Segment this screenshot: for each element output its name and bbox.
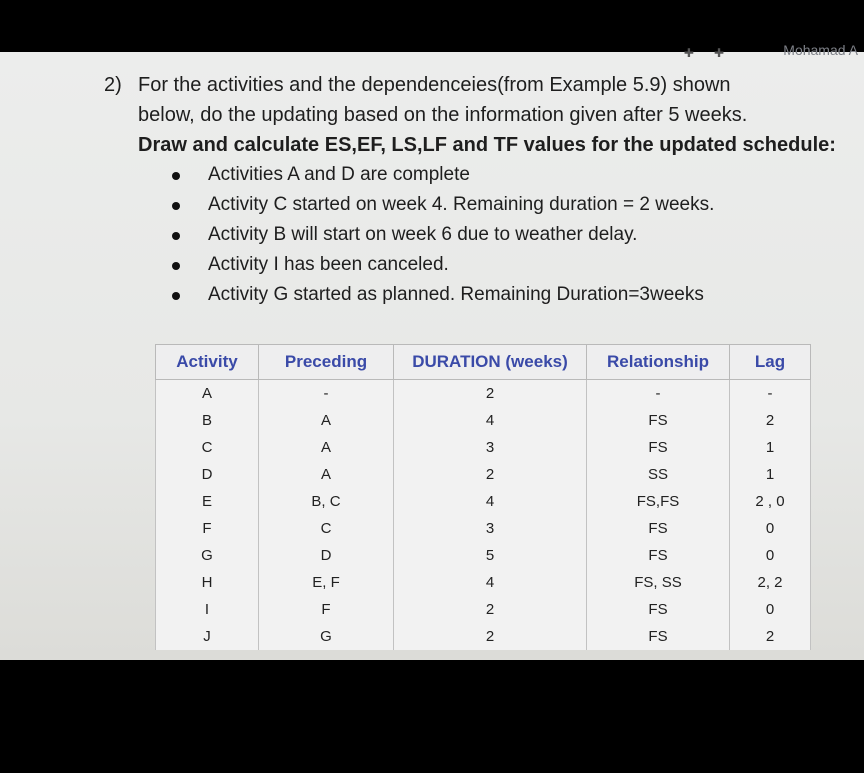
cell-relationship: SS	[587, 461, 730, 488]
cell-relationship: FS	[587, 407, 730, 434]
cell-relationship: FS,FS	[587, 488, 730, 515]
cell-preceding: C	[259, 515, 394, 542]
cell-lag: 0	[730, 542, 811, 569]
bullet-item: Activity C started on week 4. Remaining duration = 2 weeks.	[172, 190, 824, 220]
table-header-row	[156, 345, 811, 380]
cell-duration: 5	[394, 542, 587, 569]
cell-lag: 2 , 0	[730, 488, 811, 515]
cell-duration: 4	[394, 569, 587, 596]
table-row	[156, 542, 811, 569]
cell-preceding: A	[259, 434, 394, 461]
cell-preceding: G	[259, 623, 394, 650]
cell-relationship: FS	[587, 542, 730, 569]
cell-activity: F	[156, 515, 259, 542]
cell-duration: 2	[394, 380, 587, 408]
cell-lag: 0	[730, 596, 811, 623]
cell-relationship: -	[587, 380, 730, 408]
cell-preceding: A	[259, 461, 394, 488]
table-row	[156, 380, 811, 408]
user-name: Mohamad A	[783, 42, 858, 58]
header-preceding: Preceding	[259, 345, 394, 380]
update-bullet-list	[104, 160, 824, 310]
cell-relationship: FS	[587, 515, 730, 542]
cell-duration: 4	[394, 407, 587, 434]
bullet-item: Activity I has been canceled.	[172, 250, 824, 280]
cell-preceding: B, C	[259, 488, 394, 515]
question-line-2: below, do the updating based on the information given after 5 weeks.	[138, 104, 748, 126]
cell-preceding: F	[259, 596, 394, 623]
cell-duration: 2	[394, 596, 587, 623]
header-relationship: Relationship	[587, 345, 730, 380]
bullet-item: Activity G started as planned. Remaining Duration=3weeks	[172, 280, 824, 310]
activity-table	[155, 344, 811, 650]
header-duration: DURATION (weeks)	[394, 345, 587, 380]
cell-lag: 2	[730, 407, 811, 434]
table-row	[156, 407, 811, 434]
cell-preceding: D	[259, 542, 394, 569]
cell-relationship: FS	[587, 623, 730, 650]
bullet-item: Activity B will start on week 6 due to weather delay.	[172, 220, 824, 250]
question-block	[104, 70, 836, 310]
cell-relationship: FS, SS	[587, 569, 730, 596]
cell-lag: -	[730, 380, 811, 408]
cell-lag: 0	[730, 515, 811, 542]
cell-preceding: A	[259, 407, 394, 434]
question-line-1: 2) For the activities and the dependenceies(from Example 5.9) shown	[104, 70, 824, 100]
table-row	[156, 461, 811, 488]
cell-duration: 3	[394, 515, 587, 542]
cell-preceding: -	[259, 380, 394, 408]
black-border	[0, 660, 864, 773]
cell-lag: 2, 2	[730, 569, 811, 596]
cell-duration: 3	[394, 434, 587, 461]
cell-activity: E	[156, 488, 259, 515]
cell-duration: 2	[394, 461, 587, 488]
document-photo	[0, 42, 864, 660]
table-row	[156, 515, 811, 542]
cell-lag: 1	[730, 434, 811, 461]
cell-lag: 2	[730, 623, 811, 650]
cell-activity: B	[156, 407, 259, 434]
table-row	[156, 596, 811, 623]
cell-activity: I	[156, 596, 259, 623]
table-row	[156, 434, 811, 461]
table-row	[156, 623, 811, 650]
question-line-3: Draw and calculate ES,EF, LS,LF and TF values for the updated schedule:	[138, 134, 836, 156]
cell-activity: D	[156, 461, 259, 488]
cell-relationship: FS	[587, 434, 730, 461]
cell-preceding: E, F	[259, 569, 394, 596]
cell-activity: J	[156, 623, 259, 650]
table-body	[156, 380, 811, 651]
cell-activity: C	[156, 434, 259, 461]
table-row	[156, 488, 811, 515]
cell-duration: 4	[394, 488, 587, 515]
cell-relationship: FS	[587, 596, 730, 623]
header-lag: Lag	[730, 345, 811, 380]
cell-activity: G	[156, 542, 259, 569]
table-row	[156, 569, 811, 596]
toolbar-icons: ✚✚	[683, 46, 744, 60]
bullet-item: Activities A and D are complete	[172, 160, 824, 190]
header-activity: Activity	[156, 345, 259, 380]
cell-activity: A	[156, 380, 259, 408]
cell-duration: 2	[394, 623, 587, 650]
cell-lag: 1	[730, 461, 811, 488]
question-number: 2)	[104, 74, 122, 96]
cell-activity: H	[156, 569, 259, 596]
